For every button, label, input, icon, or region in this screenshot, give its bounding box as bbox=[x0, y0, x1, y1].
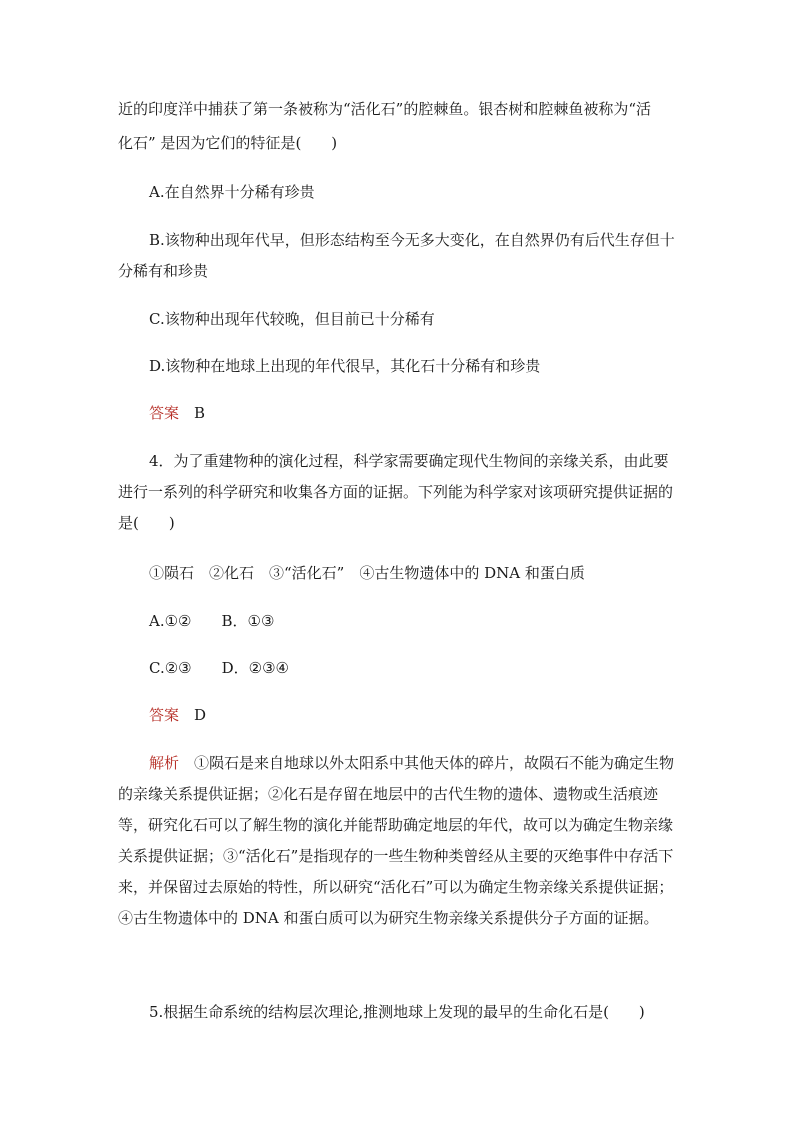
answer-value: B bbox=[194, 404, 206, 422]
q3-option-c: C.该物种出现年代较晚，但目前已十分稀有 bbox=[149, 310, 435, 328]
analysis-text: ①陨石是来自地球以外太阳系中其他天体的碎片，故陨石不能为确定生物的亲缘关系提供证据；②化石是存留在地层中的古代生物的遗体、遗物或生活痕迹等，研究化石可以了解生物的演化并能帮助确定地层的年代，故可以为确定生物亲缘关系提供证据；③“活化石”是指现存的一些生物种类曾经从主要的灭绝事件中存活下来，并保留过去原始的特性，所以研究“活化石”可以为确定生物亲缘关系提供证据；④古生物遗体中的 DNA 和蛋白质可以为研究生物亲缘关系提供分子方面的证据。 bbox=[118, 754, 675, 927]
q3-stem-line1: 近的印度洋中捕获了第一条被称为“活化石”的腔棘鱼。银杏树和腔棘鱼被称为“活 bbox=[118, 100, 652, 118]
q4-option-ab: A.①② B．①③ bbox=[149, 612, 275, 630]
q4-option-cd: C.②③ D．②③④ bbox=[149, 659, 289, 677]
q3-answer bbox=[118, 398, 678, 429]
answer-label: 答案 bbox=[149, 706, 180, 724]
q3-stem-line2: 化石” 是因为它们的特征是( ) bbox=[118, 134, 338, 152]
q4-answer bbox=[118, 700, 678, 731]
q3-option-b: B.该物种出现年代早，但形态结构至今无多大变化，在自然界仍有后代生存但十分稀有和珍贵 bbox=[118, 231, 675, 280]
q4-analysis bbox=[118, 748, 678, 934]
q5-stem: 5.根据生命系统的结构层次理论,推测地球上发现的最早的生命化石是( ) bbox=[149, 1003, 645, 1021]
q3-option-d: D.该物种在地球上出现的年代很早，其化石十分稀有和珍贵 bbox=[149, 357, 541, 375]
q4-items: ①陨石 ②化石 ③“活化石” ④古生物遗体中的 DNA 和蛋白质 bbox=[149, 564, 585, 582]
q4-stem: 4．为了重建物种的演化过程，科学家需要确定现代生物间的亲缘关系，由此要进行一系列的科学研究和收集各方面的证据。下列能为科学家对该项研究提供证据的是( ) bbox=[118, 452, 674, 532]
q3-option-a: A.在自然界十分稀有珍贵 bbox=[149, 183, 315, 201]
analysis-label: 解析 bbox=[149, 754, 180, 772]
answer-label: 答案 bbox=[149, 404, 180, 422]
answer-value: D bbox=[194, 706, 207, 724]
